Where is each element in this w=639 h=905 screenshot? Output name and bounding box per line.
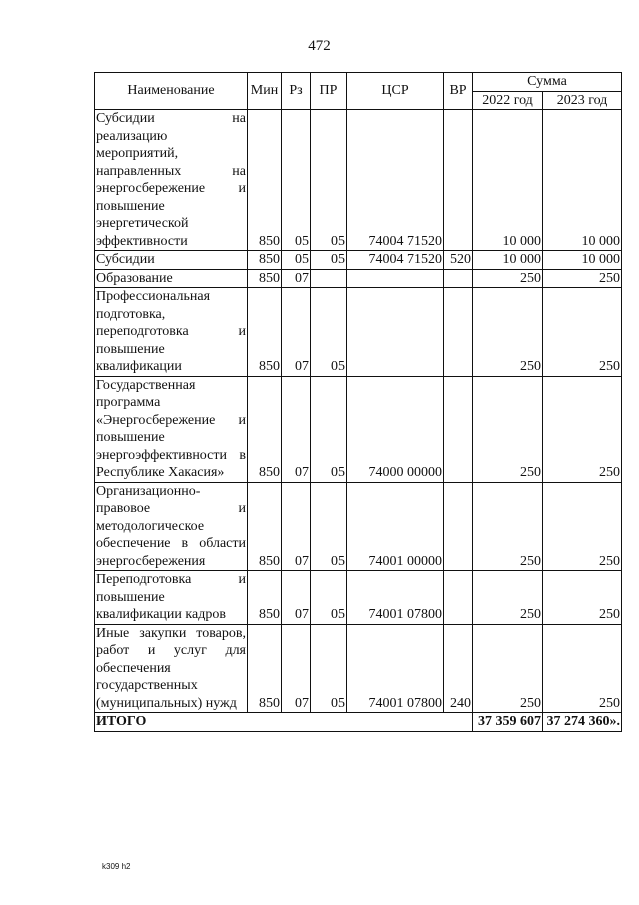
- row-csr: 74004 71520: [347, 110, 444, 251]
- row-csr: 74001 00000: [347, 482, 444, 571]
- row-pr: 05: [311, 251, 347, 270]
- row-min: 850: [248, 376, 282, 482]
- row-pr: 05: [311, 288, 347, 377]
- row-vr: 240: [444, 624, 473, 713]
- row-rz: 07: [282, 571, 311, 625]
- header-min: Мин: [248, 73, 282, 110]
- total-sum-2022: 37 359 607: [473, 713, 543, 732]
- row-csr: 74004 71520: [347, 251, 444, 270]
- row-name: Организационно-правовое и методологическое обеспечение в области энергосбережения: [96, 483, 246, 569]
- header-vr: ВР: [444, 73, 473, 110]
- row-vr: [444, 288, 473, 377]
- row-name: Субсидии на реализацию мероприятий, направленных на энергосбережение и повышение энергетической эффективности: [96, 111, 246, 249]
- row-name: Иные закупки товаров, работ и услуг для обеспечения государственных (муниципальных) нужд: [96, 625, 246, 711]
- row-rz: 05: [282, 110, 311, 251]
- row-sum-2022: 250: [473, 269, 543, 288]
- table-row: [95, 376, 622, 482]
- row-sum-2023: 250: [543, 376, 622, 482]
- row-vr: [444, 482, 473, 571]
- row-sum-2022: 250: [473, 624, 543, 713]
- row-rz: 07: [282, 376, 311, 482]
- row-rz: 07: [282, 482, 311, 571]
- row-vr: [444, 376, 473, 482]
- row-rz: 05: [282, 251, 311, 270]
- row-pr: [311, 269, 347, 288]
- row-pr: 05: [311, 482, 347, 571]
- row-name: Образование: [95, 269, 248, 288]
- header-year-2023: 2023 год: [543, 91, 622, 110]
- row-rz: 07: [282, 288, 311, 377]
- header-name: Наименование: [95, 73, 248, 110]
- row-sum-2022: 250: [473, 376, 543, 482]
- row-pr: 05: [311, 376, 347, 482]
- table-row: [95, 288, 622, 377]
- row-pr: 05: [311, 571, 347, 625]
- row-min: 850: [248, 110, 282, 251]
- row-sum-2022: 10 000: [473, 251, 543, 270]
- row-rz: 07: [282, 624, 311, 713]
- header-year-2022: 2022 год: [473, 91, 543, 110]
- row-sum-2023: 10 000: [543, 251, 622, 270]
- table-row: [95, 624, 622, 713]
- row-rz: 07: [282, 269, 311, 288]
- row-csr: [347, 288, 444, 377]
- row-sum-2023: 10 000: [543, 110, 622, 251]
- page-number: 472: [308, 38, 331, 54]
- row-name: Переподготовка и повышение квалификации кадров: [96, 572, 246, 622]
- row-vr: [444, 110, 473, 251]
- row-sum-2022: 10 000: [473, 110, 543, 251]
- row-min: 850: [248, 269, 282, 288]
- row-sum-2023: 250: [543, 624, 622, 713]
- table-row: [95, 482, 622, 571]
- row-vr: 520: [444, 251, 473, 270]
- table-row: [95, 251, 622, 270]
- row-min: 850: [248, 624, 282, 713]
- row-sum-2023: 250: [543, 288, 622, 377]
- row-vr: [444, 571, 473, 625]
- row-csr: [347, 269, 444, 288]
- row-sum-2022: 250: [473, 571, 543, 625]
- row-name: Субсидии: [95, 251, 248, 270]
- budget-table: [94, 72, 622, 732]
- row-name: Государственная программа «Энергосбережение и повышение энергоэффективности в Республике Хакасия»: [96, 377, 246, 480]
- table-row: [95, 571, 622, 625]
- row-sum-2022: 250: [473, 288, 543, 377]
- header-pr: ПР: [311, 73, 347, 110]
- row-sum-2022: 250: [473, 482, 543, 571]
- total-label: ИТОГО: [95, 713, 473, 732]
- row-sum-2023: 250: [543, 571, 622, 625]
- total-row: [95, 713, 622, 732]
- row-sum-2023: 250: [543, 269, 622, 288]
- row-min: 850: [248, 571, 282, 625]
- header-csr: ЦСР: [347, 73, 444, 110]
- row-csr: 74001 07800: [347, 624, 444, 713]
- row-sum-2023: 250: [543, 482, 622, 571]
- row-vr: [444, 269, 473, 288]
- row-pr: 05: [311, 624, 347, 713]
- row-pr: 05: [311, 110, 347, 251]
- total-sum-2023: 37 274 360».: [543, 713, 622, 732]
- table-row: [95, 269, 622, 288]
- row-min: 850: [248, 251, 282, 270]
- row-min: 850: [248, 482, 282, 571]
- row-csr: 74001 07800: [347, 571, 444, 625]
- header-rz: Рз: [282, 73, 311, 110]
- row-min: 850: [248, 288, 282, 377]
- row-csr: 74000 00000: [347, 376, 444, 482]
- table-row: [95, 110, 622, 251]
- row-name: Профессиональная подготовка, переподготовка и повышение квалификации: [96, 289, 246, 374]
- footer-code: k309 h2: [102, 862, 131, 871]
- header-sum: Сумма: [473, 73, 622, 92]
